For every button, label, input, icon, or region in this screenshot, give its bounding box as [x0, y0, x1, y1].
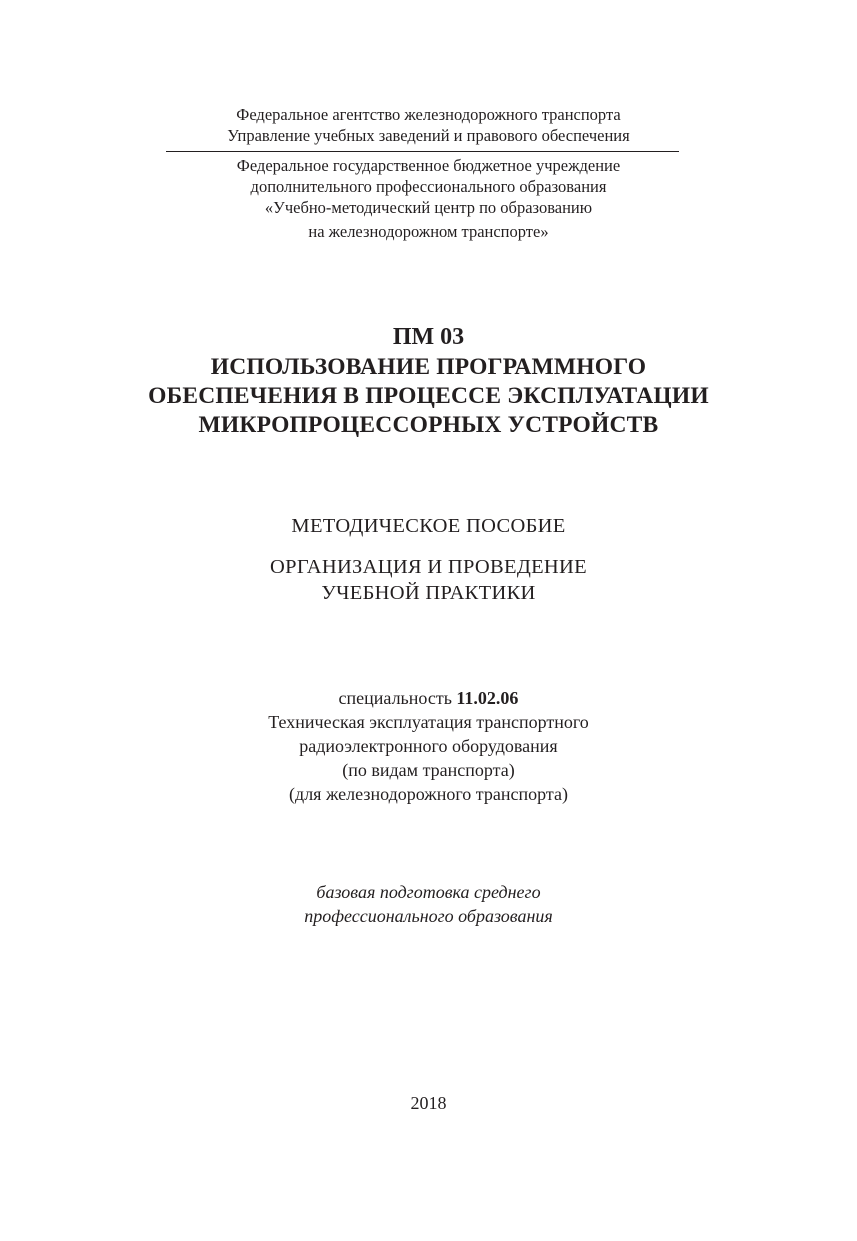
- institution-block: [0, 155, 857, 242]
- institution-line: «Учебно-методический центр по образованию: [264, 198, 593, 217]
- specialty-name-line: (для железнодорожного транспорта): [289, 784, 568, 804]
- publication-year: 2018: [410, 1093, 447, 1113]
- specialty-block: [0, 686, 857, 806]
- subject-line: ОРГАНИЗАЦИЯ И ПРОВЕДЕНИЕ: [270, 556, 587, 578]
- specialty-label: специальность: [338, 688, 452, 708]
- institution-line: Федеральное государственное бюджетное учреждение: [236, 156, 621, 175]
- institution-line: дополнительного профессионального образования: [250, 177, 607, 196]
- specialty-heading: [0, 686, 857, 710]
- institution-line: на железнодорожном транспорте»: [308, 222, 549, 241]
- agency-name: Федеральное агентство железнодорожного транспорта: [236, 105, 621, 124]
- education-level: [0, 880, 857, 928]
- agency-department: Управление учебных заведений и правового обеспечения: [227, 126, 630, 145]
- document-title: [0, 353, 857, 440]
- education-level-line: базовая подготовка среднего: [316, 882, 541, 902]
- specialty-name-line: (по видам транспорта): [342, 760, 515, 780]
- specialty-name-line: радиоэлектронного оборудования: [299, 736, 558, 756]
- header-divider: [166, 151, 679, 152]
- module-code: ПМ 03: [392, 324, 465, 350]
- subject-line: УЧЕБНОЙ ПРАКТИКИ: [321, 582, 536, 604]
- document-subject: [0, 554, 857, 606]
- specialty-name-line: Техническая эксплуатация транспортного: [268, 712, 589, 732]
- agency-block: [0, 104, 857, 146]
- title-line: МИКРОПРОЦЕССОРНЫХ УСТРОЙСТВ: [198, 412, 659, 438]
- education-level-line: профессионального образования: [304, 906, 553, 926]
- title-line: ОБЕСПЕЧЕНИЯ В ПРОЦЕССЕ ЭКСПЛУАТАЦИИ: [148, 383, 709, 409]
- document-type: МЕТОДИЧЕСКОЕ ПОСОБИЕ: [291, 515, 566, 537]
- title-line: ИСПОЛЬЗОВАНИЕ ПРОГРАММНОГО: [210, 354, 647, 380]
- specialty-code: 11.02.06: [456, 688, 519, 708]
